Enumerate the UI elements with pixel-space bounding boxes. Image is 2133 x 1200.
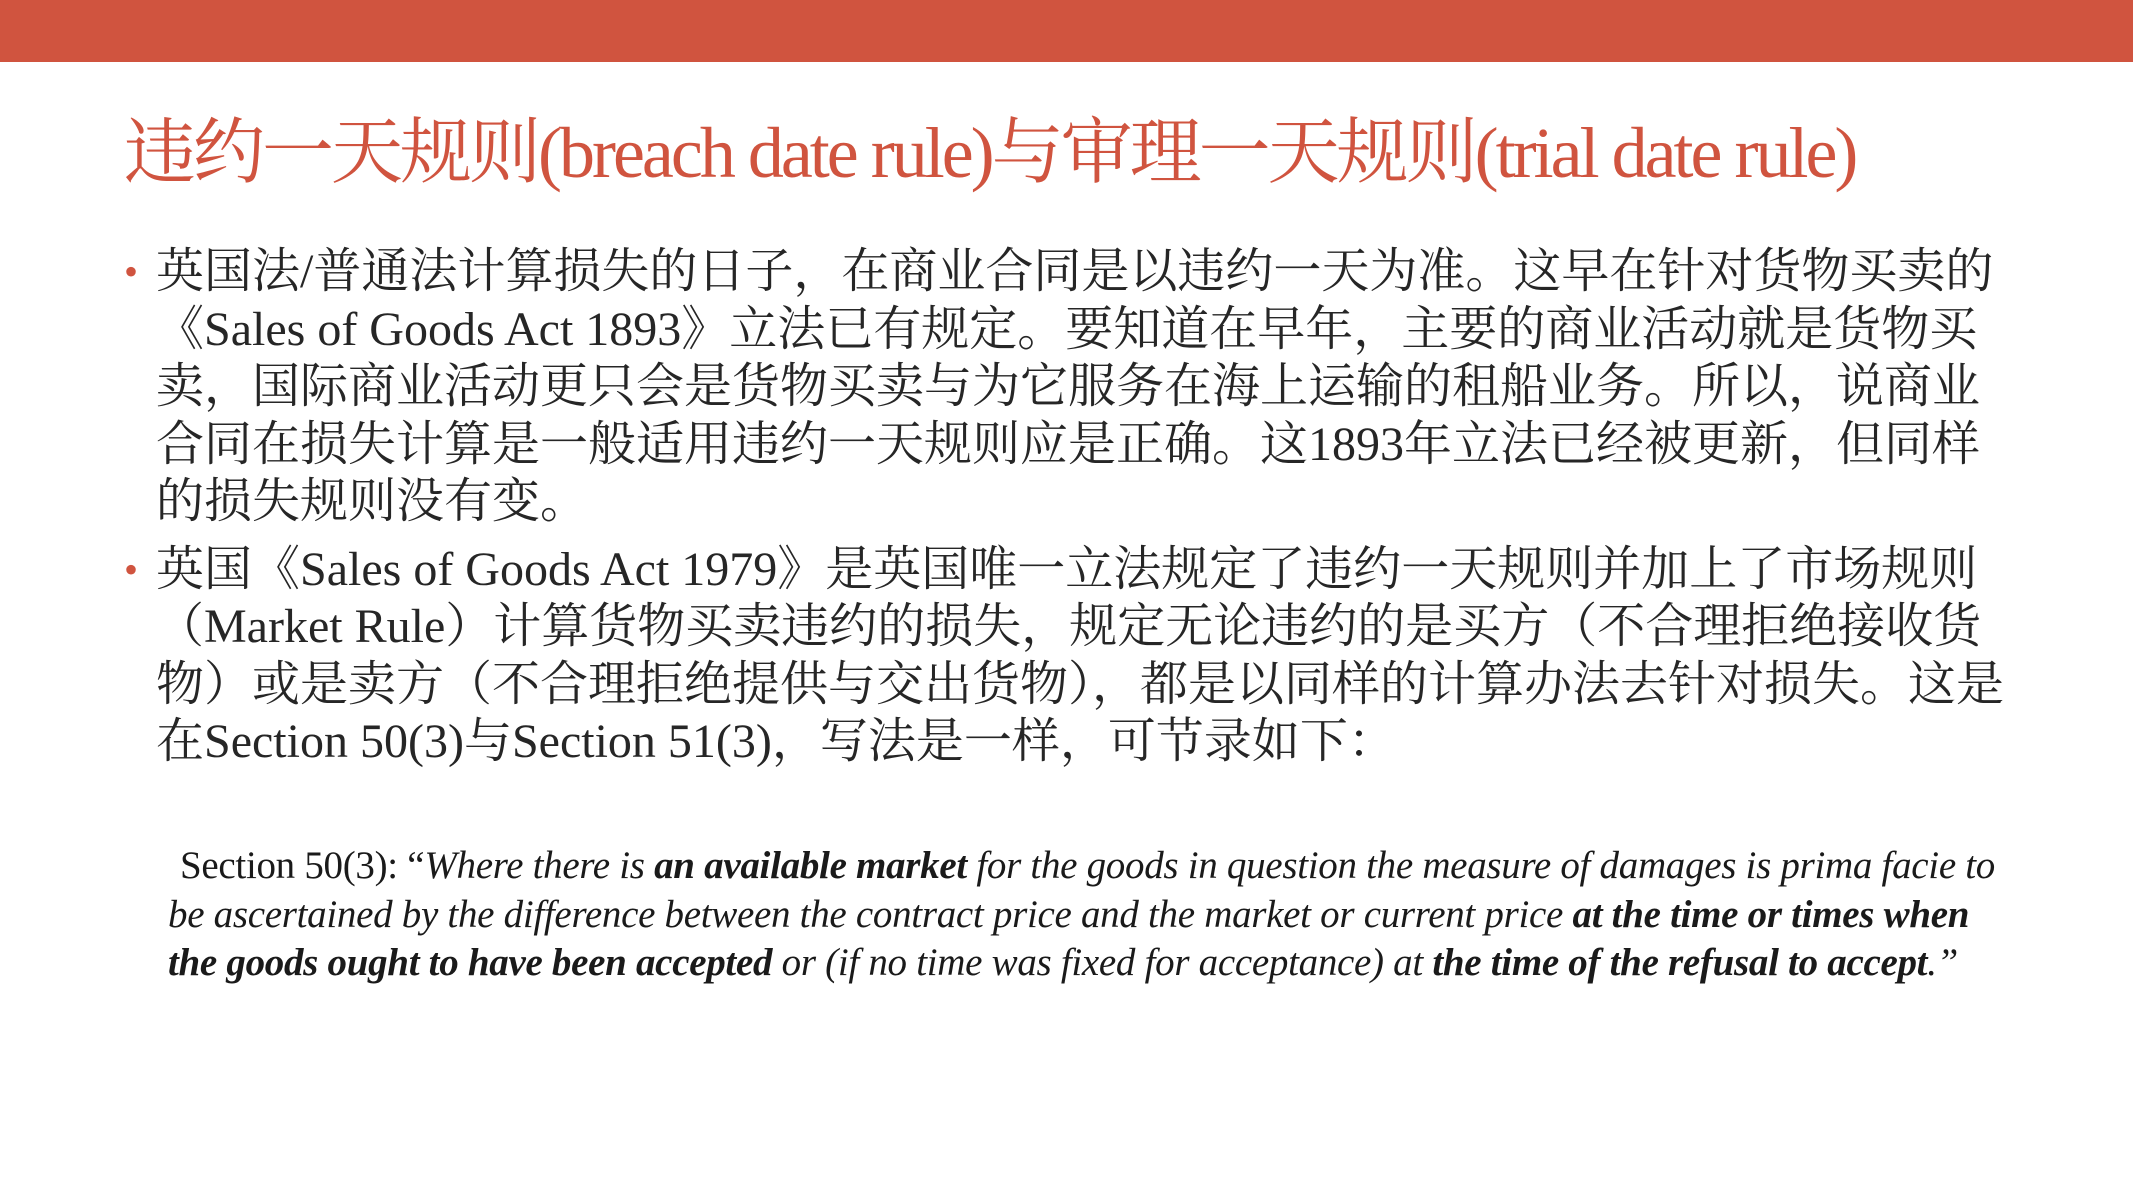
bullet-item (124, 541, 2014, 771)
bullet-text: 英国法/普通法计算损失的日子，在商业合同是以违约一天为准。这早在针对货物买卖的《Sales of Goods Act 1893》立法已有规定。要知道在早年，主要的商业活动就是货物买卖，国际商业活动更只会是货物买卖与为它服务在海上运输的租船业务。所以，说商业合同在损失计算是一般适用违约一天规则应是正确。这1893年立法已经被更新，但同样的损失规则没有变。 (156, 245, 1994, 528)
bullet-marker: • (124, 546, 139, 592)
bullet-list (124, 243, 2014, 771)
bullet-marker: • (124, 249, 139, 294)
quote-emphasis: the time of the refusal to accept (1432, 941, 1928, 984)
quote-emphasis: at the time or times when the goods ought to have been accepted (168, 892, 1970, 984)
quote-text: or (if no time was fixed for acceptance) at (772, 941, 1433, 984)
quote-text: for the goods in question the measure of damages is prima facie to be ascertained by the difference between the contract price and the market or current price (168, 844, 1996, 936)
quote-lead: Section 50(3): “ (180, 844, 425, 887)
quote-emphasis: an available market (654, 844, 967, 887)
bullet-text: 英国《Sales of Goods Act 1979》是英国唯一立法规定了违约一天规则并加上了市场规则（Market Rule）计算货物买卖违约的损失，规定无论违约的是买方（不合理拒绝接收货物）或是卖方（不合理拒绝提供与交出货物），都是以同样的计算办法去针对损失。这是在Section 50(3)与Section 51(3)，写法是一样，可节录如下： (156, 542, 2005, 768)
bullet-item (124, 243, 2014, 531)
statute-quote (168, 842, 2010, 988)
top-accent-bar (0, 0, 2133, 62)
quote-text: Where there is (424, 844, 655, 887)
quote-end: .” (1927, 941, 1959, 984)
slide-title: 违约一天规则(breach date rule)与审理一天规则(trial date rule) (124, 113, 1856, 193)
